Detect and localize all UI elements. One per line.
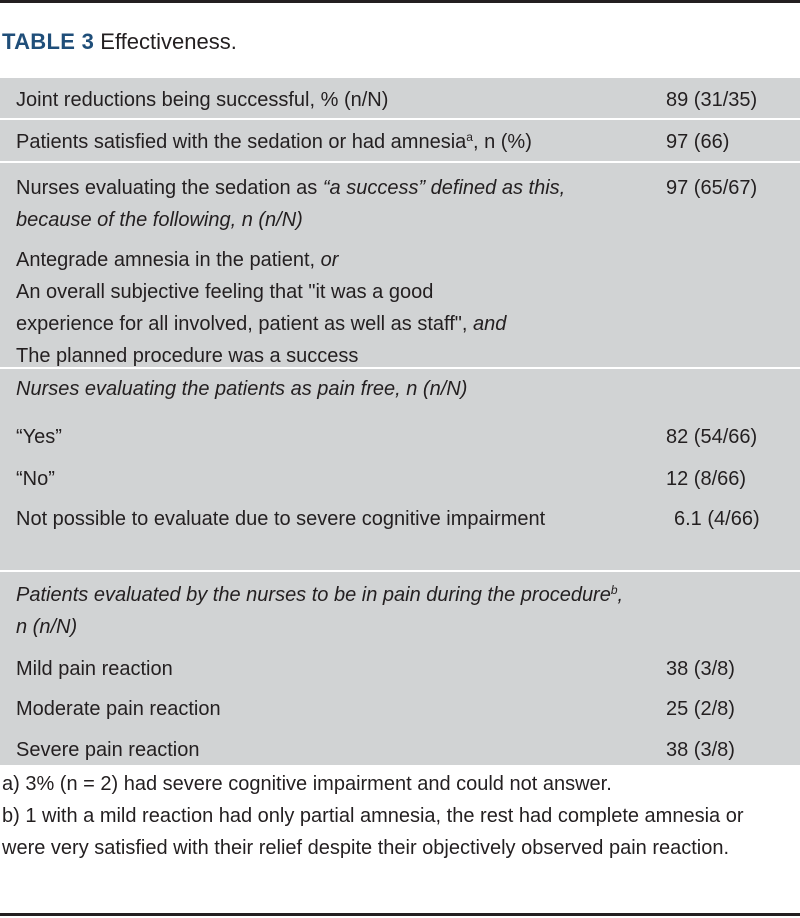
row-group-in-pain (0, 570, 800, 765)
row-group-joint (0, 78, 800, 118)
footnote-mark-a: a (466, 130, 473, 144)
row-label-italic: “a success” defined as this, because of the following, (16, 177, 566, 231)
row-value: 12 (8/66) (666, 468, 747, 490)
criteria-line (16, 244, 656, 276)
row-label: Moderate pain reaction (16, 698, 221, 720)
criteria-line (16, 308, 656, 340)
row-value: 97 (65/67) (666, 177, 758, 199)
criteria-conjunction: or (320, 249, 339, 271)
footnote-b: b) 1 with a mild reaction had only partial amnesia, the rest had complete amnesia or were very satisfied with their relief despite their objectively observed pain reaction. (2, 805, 744, 859)
row-value: 97 (66) (666, 131, 730, 153)
row-value: 38 (3/8) (666, 658, 735, 680)
criteria-line: An overall subjective feeling that "it was a good (16, 281, 434, 303)
row-label: Severe pain reaction (16, 739, 200, 761)
heading-tail: , n (n/N) (16, 584, 624, 638)
row-label (16, 172, 646, 236)
row-label: “Yes” (16, 426, 62, 448)
table-label: TABLE 3 (2, 29, 95, 54)
row-group-pain-free (0, 367, 800, 570)
criteria-list (0, 244, 800, 372)
table-caption (2, 28, 237, 56)
effectiveness-table (0, 78, 800, 765)
top-rule (0, 0, 800, 3)
row-label (16, 579, 636, 643)
criteria-line: The planned procedure was a success (16, 345, 359, 367)
row-value: 6.1 (4/66) (674, 508, 760, 530)
footnote-mark-b: b (610, 583, 618, 597)
row-label-tail: n (n/N) (236, 209, 303, 231)
row-label-text: Patients satisfied with the sedation or had amnesia (16, 131, 467, 153)
row-label (16, 126, 646, 158)
criteria-line-text: Antegrade amnesia in the patient, (16, 249, 321, 271)
heading-text: Patients evaluated by the nurses to be in pain during the procedure (16, 584, 611, 606)
criteria-text (0, 244, 656, 372)
row-label: “No” (16, 468, 55, 490)
row-label: Not possible to evaluate due to severe cognitive impairment (16, 508, 546, 530)
row-label: Joint reductions being successful, % (n/N) (16, 89, 389, 111)
row-group-satisfied (0, 118, 800, 161)
table-title: Effectiveness. (94, 29, 237, 54)
row-label-prefix: Nurses evaluating the sedation as (16, 177, 323, 199)
row-value: 38 (3/8) (666, 739, 735, 761)
row-value: 25 (2/8) (666, 698, 735, 720)
criteria-line-text: experience for all involved, patient as well as staff", (16, 313, 473, 335)
row-value: 82 (54/66) (666, 426, 758, 448)
table-footnotes (2, 768, 792, 864)
row-value: 89 (31/35) (666, 89, 758, 111)
row-label: Nurses evaluating the patients as pain free, n (n/N) (16, 378, 468, 400)
footnote-a: a) 3% (n = 2) had severe cognitive impairment and could not answer. (2, 773, 612, 795)
bottom-rule (0, 913, 800, 916)
criteria-conjunction: and (472, 313, 507, 335)
row-label: Mild pain reaction (16, 658, 173, 680)
row-group-nurses-success (0, 161, 800, 367)
row-label-tail: , n (%) (472, 131, 532, 153)
